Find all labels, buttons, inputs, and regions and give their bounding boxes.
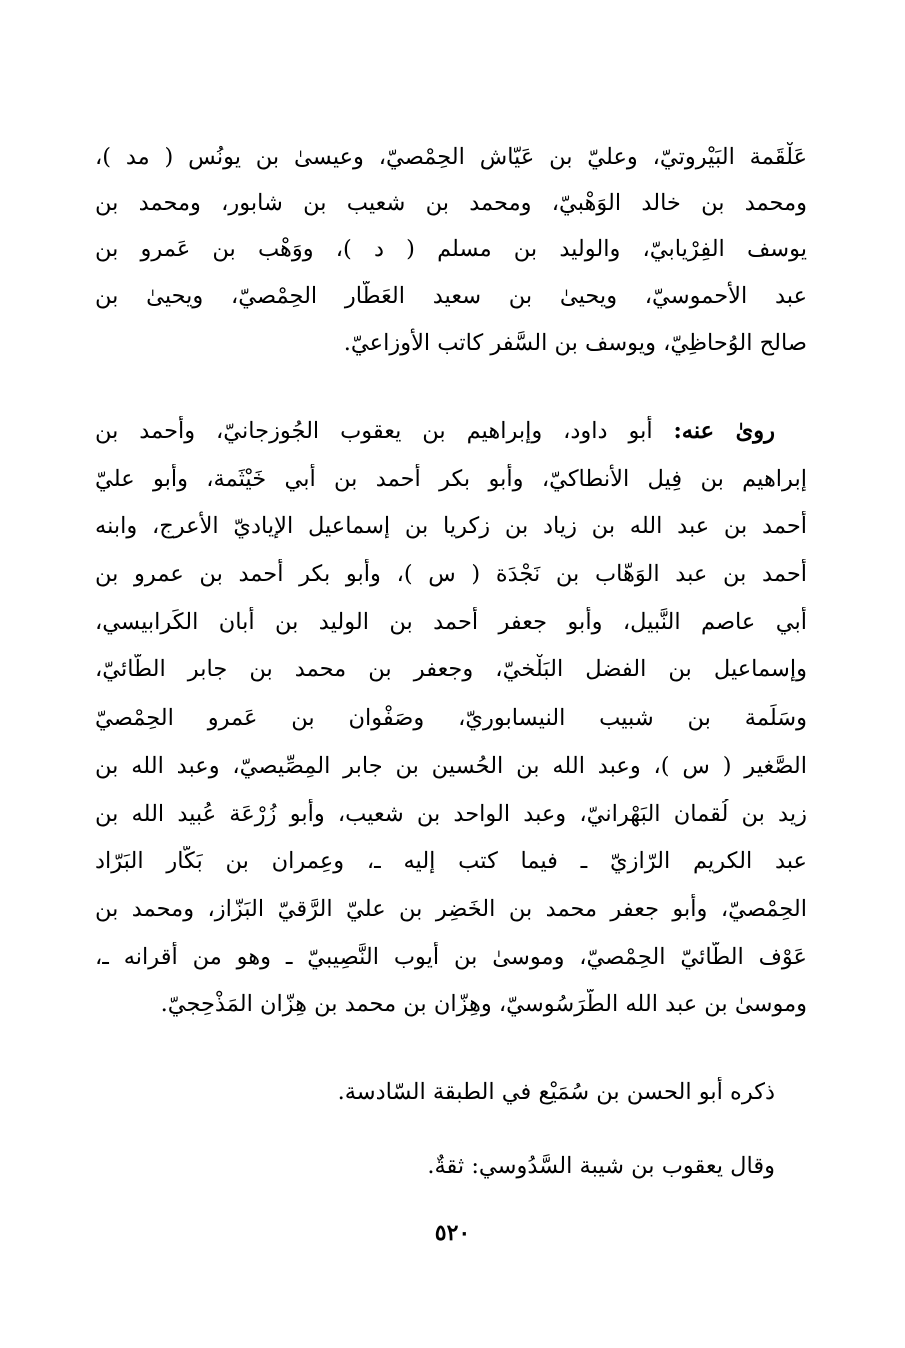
text-line: وإسماعيل بن الفضل البَلْخيّ، وجعفر بن محمد بن جابر الطّائيّ، (95, 656, 807, 682)
text-line (95, 416, 775, 446)
text-line: وموسىٰ بن عبد الله الطَّرَسُوسيّ، وهِزّان بن محمد بن هِزّان المَذْحِجيّ. (160, 991, 807, 1017)
narrators-heading: روىٰ عنه: (673, 418, 775, 444)
page-number: ٥٢٠ (434, 1220, 471, 1246)
text-line: صالح الوُحاظِيّ، ويوسف بن السَّفر كاتب الأوزاعيّ. (343, 330, 807, 356)
text-line: إبراهيم بن فِيل الأنطاكيّ، وأبو بكر أحمد بن أبي خَيْثَمة، وأبو عليّ (95, 466, 807, 492)
text-line: ومحمد بن خالد الوَهْبيّ، ومحمد بن شعيب بن شابور، ومحمد بن (95, 190, 807, 216)
text-line: عبد الكريم الرّازيّ ـ فيما كتب إليه ـ، وعِمران بن بَكّار البَرّاد (95, 848, 807, 874)
text-line: عَوْف الطّائيّ الحِمْصيّ، وموسىٰ بن أيوب النَّصِيبيّ ـ وهو من أقرانه ـ، (95, 944, 807, 970)
text-line: ذكره أبو الحسن بن سُمَيْع في الطبقة السّادسة. (337, 1079, 775, 1105)
text-line: وسَلَمة بن شبيب النيسابوريّ، وصَفْوان بن عَمرو الحِمْصيّ (95, 705, 807, 731)
text-line: وقال يعقوب بن شيبة السَّدُوسي: ثقةٌ. (427, 1153, 775, 1179)
text-line: أبي عاصم النَّبيل، وأبو جعفر أحمد بن الوليد بن أبان الكَرابيسي، (95, 609, 807, 635)
text-span: أبو داود، وإبراهيم بن يعقوب الجُوزجانيّ، وأحمد بن (95, 418, 653, 444)
text-line: أحمد بن عبد الله بن زياد بن زكريا بن إسماعيل الإياديّ الأعرج، وابنه (95, 513, 807, 539)
text-line: الصَّغير ( س )، وعبد الله بن الحُسين بن جابر المِصِّيصيّ، وعبد الله بن (95, 753, 807, 779)
text-line: الحِمْصيّ، وأبو جعفر محمد بن الخَضِر بن عليّ الرَّقيّ البَزّاز، ومحمد بن (95, 896, 807, 922)
text-line: عبد الأحموسيّ، ويحيىٰ بن سعيد العَطّار الحِمْصيّ، ويحيىٰ بن (95, 283, 807, 309)
text-line: يوسف الفِرْيابيّ، والوليد بن مسلم ( د )، ووَهْب بن عَمرو بن (95, 236, 807, 262)
text-line: عَلْقَمة البَيْروتيّ، وعليّ بن عَيّاش الحِمْصيّ، وعيسىٰ بن يونُس ( مد )، (95, 144, 807, 170)
text-line: أحمد بن عبد الوَهّاب بن نَجْدَة ( س )، وأبو بكر أحمد بن عمرو بن (95, 561, 807, 587)
text-line: زيد بن لُقمان البَهْرانيّ، وعبد الواحد بن شعيب، وأبو زُرْعَة عُبيد الله بن (95, 801, 807, 827)
